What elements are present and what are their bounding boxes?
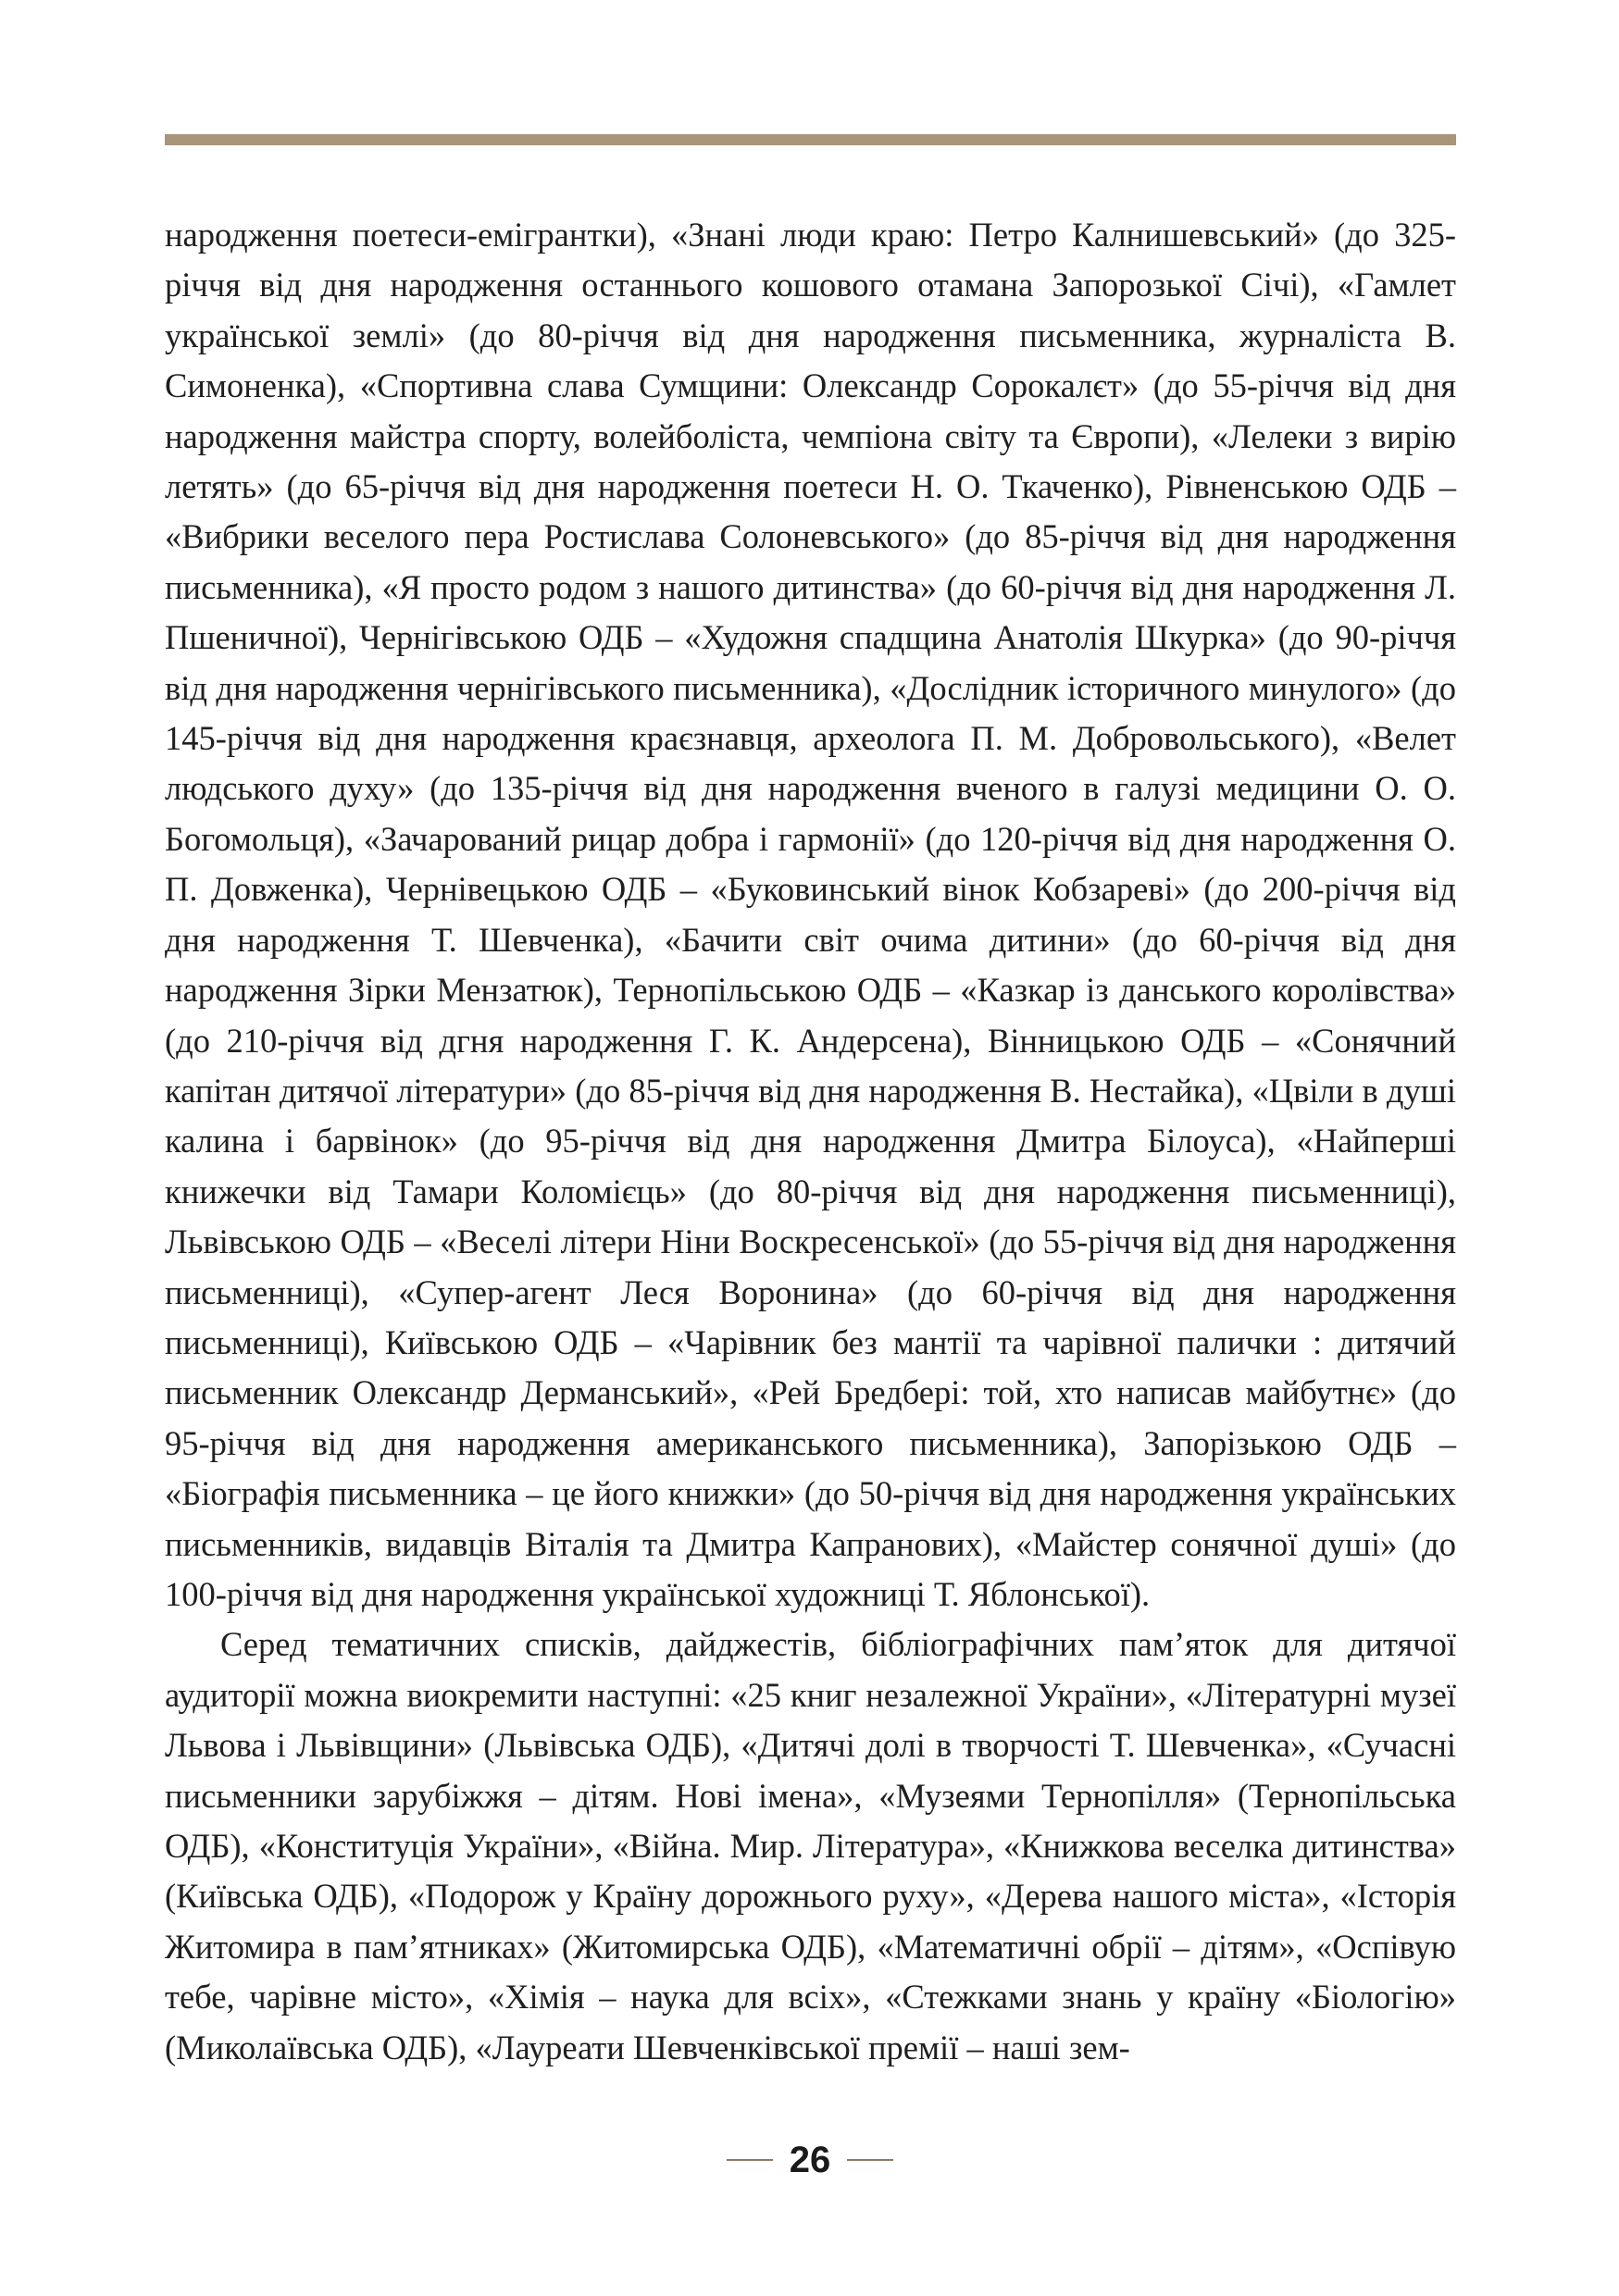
page-number: 26 (789, 2140, 831, 2180)
footer-rule-right (847, 2159, 893, 2161)
header-rule (165, 134, 1456, 145)
body-text (165, 210, 1456, 2073)
paragraph-continuation: народження поетеси-емігрантки), «Знані люди краю: Петро Калнишевський» (до 325-річчя від дня народження останнього кошового отамана Запорозької Січі), «Гамлет української землі» (до 80-річчя від дня народження письменника, журналіста В. Симоненка), «Спортивна слава Сумщини: Олександр Сорокалєт» (до 55-річчя від дня народження майстра спорту, волейболіста, чемпіона світу та Європи), «Лелеки з вирію летять» (до 65-річчя від дня народження поетеси Н. О. Ткаченко), Рівненською ОДБ – «Вибрики веселого пера Ростислава Солоневського» (до 85-річчя від дня народження письменника), «Я просто родом з нашого дитинства» (до 60-річчя від дня народження Л. Пшеничної), Чернігівською ОДБ – «Художня спадщина Анатолія Шкурка» (до 90-річчя від дня народження чернігівського письменника), «Дослідник історичного минулого» (до 145-річчя від дня народження краєзнавця, археолога П. М. Добровольського), «Велет людського духу» (до 135-річчя від дня народження вченого в галузі медицини О. О. Богомольця), «Зачарований рицар добра і гармонії» (до 120-річчя від дня народження О. П. Довженка), Чернівецькою ОДБ – «Буковинський вінок Кобзареві» (до 200-річчя від дня народження Т. Шевченка), «Бачити світ очима дитини» (до 60-річчя від дня народження Зірки Мензатюк), Тернопільською ОДБ – «Казкар із данського королівства» (до 210-річчя від дгня народження Г. К. Андерсена), Вінницькою ОДБ – «Сонячний капітан дитячої літератури» (до 85-річчя від дня народження В. Нестайка), «Цвіли в душі калина і барвінок» (до 95-річчя від дня народження Дмитра Білоуса), «Найперші книжечки від Тамари Коломієць» (до 80-річчя від дня народження письменниці), Львівською ОДБ – «Веселі літери Ніни Воскресенської» (до 55-річчя від дня народження письменниці), «Супер-агент Леся Воронина» (до 60-річчя від дня народження письменниці), Київською ОДБ – «Чарівник без мантії та чарівної палички : дитячий письменник Олександр Дерманський», «Рей Бредбері: той, хто написав майбутнє» (до 95-річчя від дня народження американського письменника), Запорізькою ОДБ – «Біографія письменника – це його книжки» (до 50-річчя від дня народження українських письменників, видавців Віталія та Дмитра Капранових), «Майстер сонячної душі» (до 100-річчя від дня народження української художниці Т. Яблонської). (165, 216, 1456, 1613)
paragraph-thematic-lists: Серед тематичних списків, дайджестів, бібліографічних пам’яток для дитячої аудиторії можна виокремити наступні: «25 книг незалежної України», «Літературні музеї Львова і Львівщини» (Львівська ОДБ), «Дитячі долі в творчості Т. Шевченка», «Сучасні письменники зарубіжжя – дітям. Нові імена», «Музеями Тернопілля» (Тернопільська ОДБ), «Конституція України», «Війна. Мир. Література», «Книжкова веселка дитинства» (Київська ОДБ), «Подорож у Країну дорожнього руху», «Дерева нашого міста», «Історія Житомира в пам’ятниках» (Житомирська ОДБ), «Математичні обрії – дітям», «Оспівую тебе, чарівне місто», «Хімія – наука для всіх», «Стежками знань у країну «Біологію» (Миколаївська ОДБ), «Лауреати Шевченківської премії – наші зем- (165, 1625, 1456, 2066)
page-footer (0, 2132, 1619, 2188)
footer-rule-left (727, 2159, 773, 2161)
